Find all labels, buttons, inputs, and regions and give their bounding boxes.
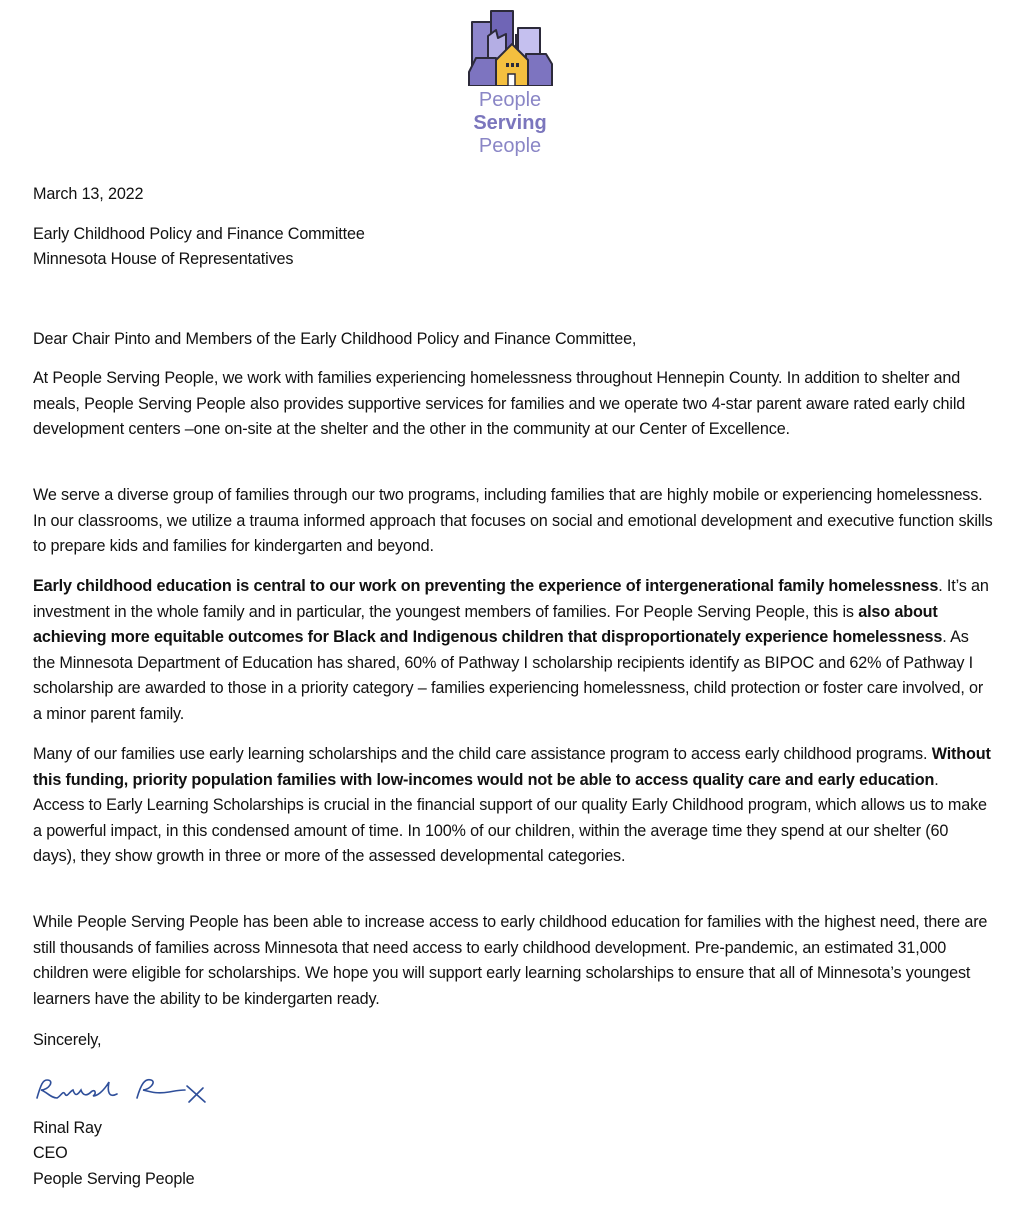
logo-text-serving: Serving	[473, 112, 547, 134]
text-segment: . Access to Early Learning Scholarships is crucial in the financial support of our quality Early Childhood program, which allows us to make a powerful impact, in this condensed amount of time. In 100% of our children, within the average time they spend at our shelter (60 days), they show growth in three or more of the assessed developmental categories.	[33, 770, 987, 866]
logo-text-people: People	[478, 89, 542, 111]
logo-text-people-2: People	[478, 135, 542, 157]
closing: Sincerely,	[33, 1031, 102, 1049]
text-segment: Many of our families use early learning scholarships and the child care assistance program to access early childhood programs.	[33, 745, 932, 763]
text-segment: At People Serving People, we work with families experiencing homelessness throughout Hennepin County. In addition to shelter and meals, People Serving People also provides supportive services for families and we operate two 4-star parent aware rated early child development centers –one on-site at the shelter and the other in the community at our Center of Excellence.	[33, 369, 966, 439]
bold-text-segment: Early childhood education is central to our work on preventing the experience of intergenerational family homelessness	[33, 577, 939, 595]
bold-text-segment: Without this funding, priority population families with low-incomes would not be able to access quality care and early education	[33, 745, 991, 789]
recipient-line-2: Minnesota House of Representatives	[33, 250, 294, 268]
text-segment: . As the Minnesota Department of Education has shared, 60% of Pathway I scholarship recipients identify as BIPOC and 62% of Pathway I scholarship are awarded to those in a priority category – families experiencing homelessness, child protection or foster care involved, or a minor parent family.	[33, 628, 984, 723]
paragraph-1	[33, 366, 993, 443]
paragraph-5	[33, 910, 993, 1012]
signature	[33, 1072, 213, 1108]
text-segment: While People Serving People has been able to increase access to early childhood education for families with the highest need, there are still thousands of families across Minnesota that need access to early childhood development. Pre-pandemic, an estimated 31,000 children were eligible for scholarships. We hope you will support early learning scholarships to ensure that all of Minnesota’s youngest learners have the ability to be kindergarten ready.	[33, 913, 988, 1008]
signer-name: Rinal Ray	[33, 1119, 102, 1137]
letter-date: March 13, 2022	[33, 185, 144, 203]
text-segment: . It’s an investment in the whole family and in particular, the youngest members of families. For People Serving People, this is	[33, 577, 989, 621]
bold-text-segment: also about achieving more equitable outcomes for Black and Indigenous children that disproportionately experience homelessness	[33, 602, 943, 647]
paragraph-3	[33, 574, 993, 728]
paragraph-4	[33, 742, 993, 870]
signer-organization: People Serving People	[33, 1170, 195, 1188]
signer-title: CEO	[33, 1144, 68, 1162]
paragraph-2	[33, 483, 993, 560]
text-segment: We serve a diverse group of families through our two programs, including families that are highly mobile or experiencing homelessness. In our classrooms, we utilize a trauma informed approach that focuses on social and emotional development and executive function skills to prepare kids and families for kindergarten and beyond.	[33, 486, 993, 556]
recipient-line-1: Early Childhood Policy and Finance Committee	[33, 225, 365, 243]
organization-logo	[466, 8, 556, 86]
salutation: Dear Chair Pinto and Members of the Early Childhood Policy and Finance Committee,	[33, 330, 637, 348]
